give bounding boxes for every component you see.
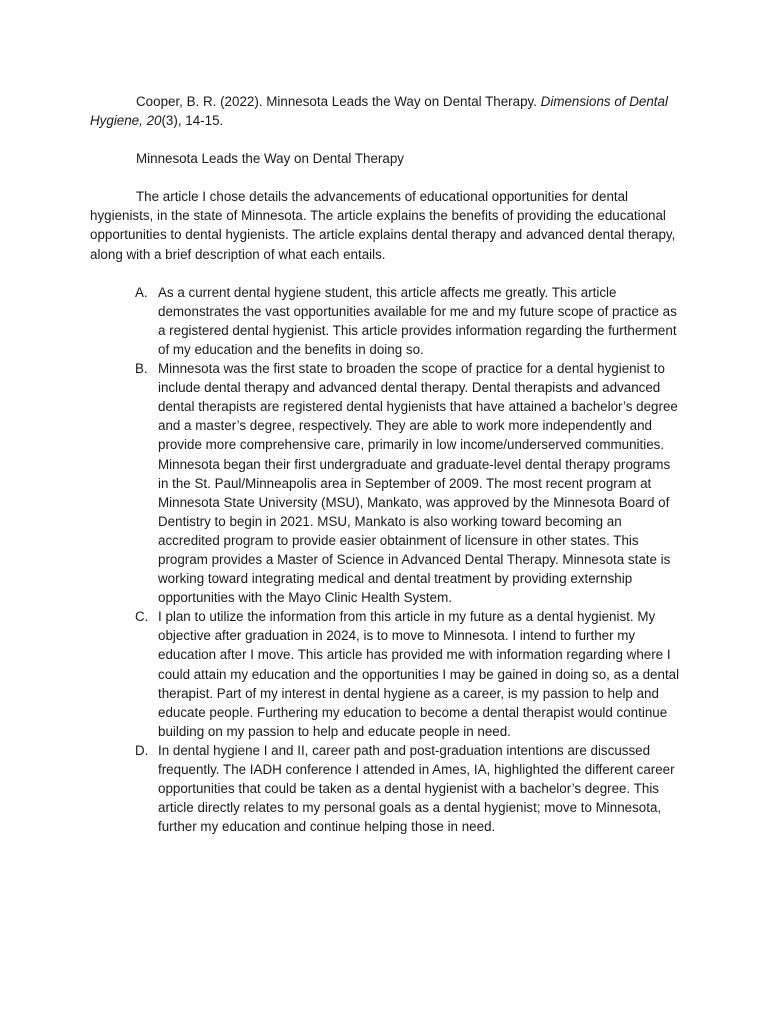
citation-journal: Dimensions of Dental Hygiene, 20 [90, 94, 668, 129]
list-marker: A. [135, 284, 148, 300]
intro-paragraph: The article I chose details the advancements of educational opportunities for dental hygienists, in the state of Minnesota. The article explains the benefits of providing the educational opportunities to dental hygienists. The article explains dental therapy and advanced dental therapy, along with a brief description of what each entails. [90, 189, 676, 262]
list-item-text: As a current dental hygiene student, this article affects me greatly. This article demonstrates the vast opportunities available for me and my future scope of practice as a registered dental hygienist. This article provides information regarding the furtherment of my education and the benefits in doing so. [158, 284, 677, 357]
list-item-c [90, 607, 682, 741]
list-item-text: I plan to utilize the information from this article in my future as a dental hygienist. My objective after graduation in 2024, is to move to Minnesota. I intend to further my education after I move. This article has provided me with information regarding where I could attain my education and the opportunities I may be gained in doing so, as a dental therapist. Part of my interest in dental hygiene as a career, is my passion to help and educate people. Furthering my education to become a dental therapist would continue building on my passion to help and educate people in need. [158, 609, 680, 739]
document-title: Minnesota Leads the Way on Dental Therapy [136, 151, 404, 167]
list-item-b [90, 359, 682, 607]
list-marker: D. [135, 742, 149, 758]
list-item-d [90, 741, 682, 836]
citation-authors: Cooper, B. R. (2022). Minnesota Leads the Way on Dental Therapy. [136, 94, 541, 109]
citation-issue: (3), 14-15. [161, 113, 224, 129]
list-marker: B. [135, 361, 148, 377]
citation [90, 92, 682, 130]
list-item-text: In dental hygiene I and II, career path and post-graduation intentions are discussed frequently. The IADH conference I attended in Ames, IA, highlighted the different career opportunities that could be taken as a dental hygienist with a bachelor’s degree. This article directly relates to my personal goals as a dental hygienist; move to Minnesota, further my education and continue helping those in need. [158, 742, 675, 835]
document-body [90, 92, 682, 836]
list-marker: C. [135, 609, 149, 625]
list-item-text: Minnesota was the first state to broaden the scope of practice for a dental hygienist to include dental therapy and advanced dental therapy. Dental therapists and advanced dental therapists are registered dental hygienists that have attained a bachelor’s degree and a master’s degree, respectively. They are able to work more independently and provide more comprehensive care, primarily in low income/underserved communities. Minnesota began their first undergraduate and graduate-level dental therapy programs in the St. Paul/Minneapolis area in September of 2009. The most recent program at Minnesota State University (MSU), Mankato, was approved by the Minnesota Board of Dentistry to begin in 2021. MSU, Mankato is also working toward becoming an accredited program to provide easier obtainment of licensure in other states. This program provides a Master of Science in Advanced Dental Therapy. Minnesota state is working toward integrating medical and dental treatment by providing externship opportunities with the Mayo Clinic Health System. [158, 361, 678, 606]
response-list [90, 283, 682, 837]
list-item-a [90, 283, 682, 359]
